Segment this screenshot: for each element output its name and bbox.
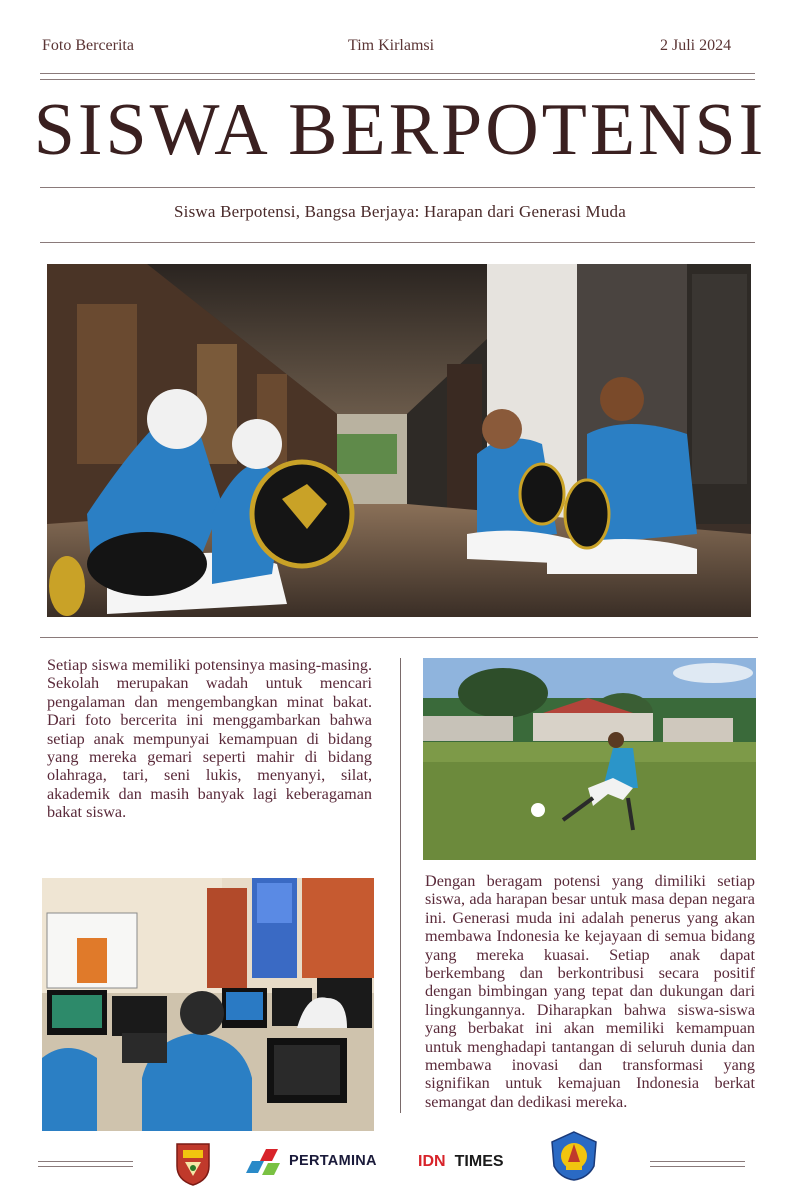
header-date: 2 Juli 2024	[660, 37, 732, 54]
header-rule-top	[40, 73, 755, 74]
main-photo-illustration	[47, 264, 751, 617]
main-photo	[47, 264, 751, 617]
article-column-left	[47, 656, 372, 822]
footer-rule-right-1	[650, 1161, 745, 1162]
idn-text: IDN	[418, 1153, 446, 1170]
article-column-right	[425, 872, 755, 1111]
soccer-photo	[423, 658, 756, 860]
title-rule	[40, 187, 755, 188]
crest-logo-icon	[175, 1140, 211, 1186]
subtitle-rule	[40, 242, 755, 243]
school-emblem-icon	[548, 1130, 600, 1182]
pertamina-logo-icon	[246, 1147, 286, 1177]
header-left: Foto Bercerita	[42, 37, 134, 54]
header-rule-bottom	[40, 79, 755, 80]
footer-rule-right-2	[650, 1166, 745, 1167]
computer-lab-illustration	[42, 878, 374, 1131]
times-text: TIMES	[454, 1153, 504, 1170]
column-divider	[400, 658, 401, 1113]
pertamina-text: PERTAMINA	[289, 1153, 377, 1169]
subtitle: Siswa Berpotensi, Bangsa Berjaya: Harapan dari Generasi Muda	[174, 202, 626, 221]
header-center: Tim Kirlamsi	[348, 37, 435, 54]
computer-lab-photo	[42, 878, 374, 1131]
pertamina-logo	[246, 1147, 386, 1177]
school-emblem	[548, 1130, 600, 1182]
page-title: SISWA BERPOTENSI	[33, 89, 767, 171]
idn-times-logo	[418, 1151, 518, 1173]
footer-rule-left-1	[38, 1161, 133, 1162]
soccer-photo-illustration	[423, 658, 756, 860]
paragraph-2: Dengan beragam potensi yang dimiliki setiap siswa, ada harapan besar untuk masa depan negara ini. Generasi muda ini adalah penerus yang akan membawa Indonesia ke kejayaan di semua bidang yang mereka kuasai. Setiap anak dapat berkembang dan berkontribusi secara positif dengan bimbingan yang tepat dan dukungan dari lingkungannya. Diharapkan bahwa siswa-siswa yang berbakat ini akan memiliki kemampuan untuk menghadapi tantangan di seluruh dunia dan membawa inovasi dan transformasi yang signifikan untuk kemajuan Indonesia berkat semangat dan dedikasi mereka.	[425, 872, 755, 1111]
section-rule	[40, 637, 758, 638]
paragraph-1: Setiap siswa memiliki potensinya masing-masing. Sekolah merupakan wadah untuk mencari pengalaman dan mengembangkan minat bakat. Dari foto bercerita ini menggambarkan bahwa setiap anak mempunyai kemampuan di bidang yang mereka gemari seperti mahir di bidang olahraga, tari, seni lukis, menyanyi, silat, akademik dan masih banyak lagi keberagaman bakat siswa.	[47, 656, 372, 822]
crest-logo	[175, 1140, 211, 1186]
footer-rule-left-2	[38, 1166, 133, 1167]
